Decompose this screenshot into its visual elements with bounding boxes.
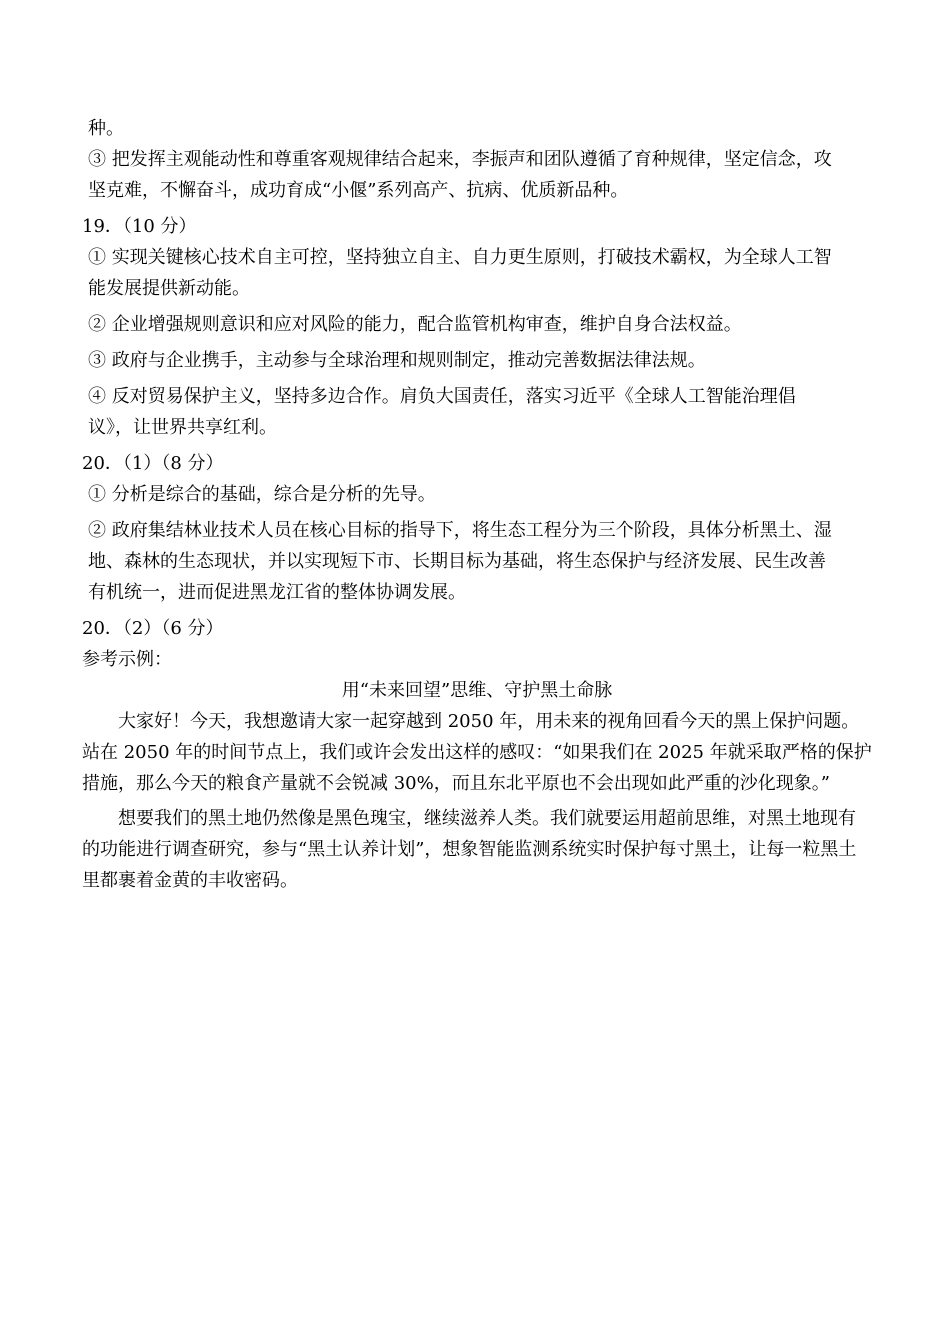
- q19-item-1: ① 实现关键核心技术自主可控，坚持独立自主、自力更生原则，打破技术霸权，为全球人工智能发展提供新动能。: [88, 247, 832, 299]
- q18-continuation-line: 种。: [88, 118, 124, 139]
- q20-1-item-2: ② 政府集结林业技术人员在核心目标的指导下，将生态工程分为三个阶段，具体分析黑土、湿地、森林的生态现状，并以实现短下市、长期目标为基础，将生态保护与经济发展、民生改善有机统一，进而促进黑龙江省的整体协调发展。: [88, 520, 832, 603]
- essay-paragraph-2: 想要我们的黑土地仍然像是黑色瑰宝，继续滋养人类。我们就要运用超前思维，对黑土地现有的功能进行调查研究，参与“黑土认养计划”，想象智能监测系统实时保护每寸黑土，让每一粒黑土里都裹着金黄的丰收密码。: [82, 808, 857, 891]
- reference-example-label: 参考示例：: [82, 649, 172, 670]
- q19-heading: 19．（10 分）: [82, 216, 197, 237]
- essay-paragraph-1: 大家好！今天，我想邀请大家一起穿越到 2050 年，用未来的视角回看今天的黑上保护问题。站在 2050 年的时间节点上，我们或许会发出这样的感叹：“如果我们在 2025 年就采取严格的保护措施，那么今天的粮食产量就不会锐减 30%，而且东北平原也不会出现如此严重的沙化现象。”: [82, 711, 872, 794]
- essay-title: 用“未来回望”思维、守护黑土命脉: [341, 680, 613, 701]
- q18-item-3: ③ 把发挥主观能动性和尊重客观规律结合起来，李振声和团队遵循了育种规律，坚定信念，攻坚克难，不懈奋斗，成功育成“小偃”系列高产、抗病、优质新品种。: [88, 149, 832, 201]
- q19-item-2: ② 企业增强规则意识和应对风险的能力，配合监管机构审查，维护自身合法权益。: [88, 314, 742, 335]
- answer-content: [82, 113, 872, 896]
- q20-2-heading: 20．（2）（6 分）: [82, 618, 224, 639]
- q20-1-item-1: ① 分析是综合的基础，综合是分析的先导。: [88, 484, 436, 505]
- q19-item-4: ④ 反对贸易保护主义，坚持多边合作。肩负大国责任，落实习近平《全球人工智能治理倡议》，让世界共享红利。: [88, 386, 796, 438]
- q19-item-3: ③ 政府与企业携手，主动参与全球治理和规则制定，推动完善数据法律法规。: [88, 350, 706, 371]
- q20-1-heading: 20．（1）（8 分）: [82, 453, 224, 474]
